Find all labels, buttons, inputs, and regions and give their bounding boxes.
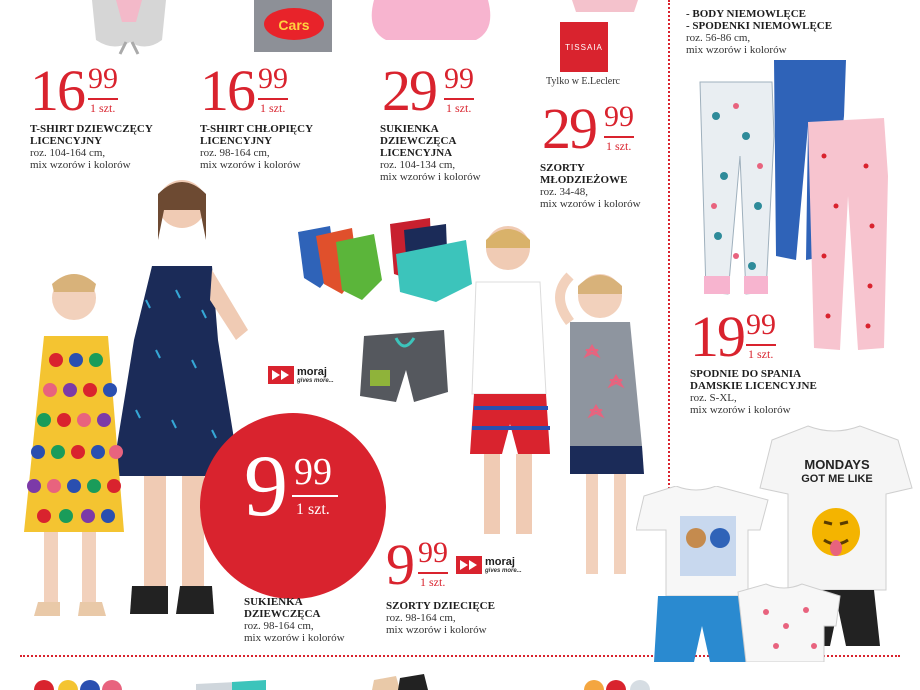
price-divider xyxy=(746,344,776,346)
product-name-youth-shorts: SZORTY MŁODZIEŻOWE xyxy=(540,162,628,186)
price-circle-girls-dress xyxy=(200,413,386,599)
moraj-tagline: gives more... xyxy=(297,377,334,384)
price-decimal: 99 xyxy=(294,451,332,493)
price-tshirt-girl xyxy=(30,58,130,123)
price-integer: 9 xyxy=(244,438,288,535)
girl-tshirt-image xyxy=(86,0,172,55)
moraj-logo-icon xyxy=(456,556,482,574)
price-licensed-dress xyxy=(382,58,482,123)
price-unit: 1 szt. xyxy=(90,101,116,115)
price-unit: 1 szt. xyxy=(420,575,446,589)
product-desc-baby: roz. 56-86 cm, mix wzorów i kolorów xyxy=(686,32,787,56)
price-unit: 1 szt. xyxy=(446,101,472,115)
price-integer: 29 xyxy=(382,58,436,123)
price-divider xyxy=(88,98,118,100)
price-integer: 19 xyxy=(690,304,744,369)
price-divider xyxy=(444,98,474,100)
moraj-logo-icon xyxy=(268,366,294,384)
price-pajama-pants xyxy=(690,304,790,369)
price-decimal: 99 xyxy=(258,62,288,95)
product-desc-girls-dress: roz. 98-164 cm, mix wzorów i kolorów xyxy=(244,620,345,644)
youth-shorts-image xyxy=(570,0,640,14)
price-unit: 1 szt. xyxy=(296,501,330,518)
product-desc-licensed-dress: roz. 104-134 cm, mix wzorów i kolorów xyxy=(380,159,481,183)
price-tshirt-boy xyxy=(200,58,300,123)
price-decimal: 99 xyxy=(444,62,474,95)
tissaia-note: Tylko w E.Leclerc xyxy=(546,76,620,87)
tshirt-print-line2: GOT ME LIKE xyxy=(801,473,873,485)
kids-pajama-image xyxy=(636,486,842,662)
grey-shorts-image xyxy=(358,330,450,404)
price-decimal: 99 xyxy=(604,100,634,133)
price-divider xyxy=(418,572,448,574)
product-name-girls-dress: SUKIENKA DZIEWCZĘCA xyxy=(244,596,321,620)
product-name-kids-shorts: SZORTY DZIECIĘCE xyxy=(386,600,495,612)
moraj-logo-shorts xyxy=(456,556,522,574)
price-integer: 16 xyxy=(200,58,254,123)
product-name-tshirt-girl: T-SHIRT DZIEWCZĘCY LICENCYJNY xyxy=(30,123,153,147)
price-integer: 16 xyxy=(30,58,84,123)
price-unit: 1 szt. xyxy=(748,347,774,361)
product-desc-tshirt-girl: roz. 104-164 cm, mix wzorów i kolorów xyxy=(30,147,131,171)
price-divider xyxy=(292,495,338,497)
price-integer: 29 xyxy=(542,96,596,161)
product-desc-kids-shorts: roz. 98-164 cm, mix wzorów i kolorów xyxy=(386,612,487,636)
kids-shorts-stack-image xyxy=(296,218,476,306)
tshirt-print-line1: MONDAYS xyxy=(804,457,870,472)
tissaia-logo: TISSAIA xyxy=(560,22,608,72)
boy-tshirt-image xyxy=(250,0,336,55)
price-decimal: 99 xyxy=(418,536,448,569)
price-integer: 9 xyxy=(386,532,413,597)
product-desc-tshirt-boy: roz. 98-164 cm, mix wzorów i kolorów xyxy=(200,147,301,171)
price-decimal: 99 xyxy=(746,308,776,341)
moraj-logo xyxy=(268,366,334,384)
girl-in-shorts-photo xyxy=(530,256,650,596)
price-divider xyxy=(258,98,288,100)
bottom-products-teaser xyxy=(20,670,720,690)
licensed-dress-image xyxy=(366,0,496,42)
product-name-baby: - BODY NIEMOWLĘCE - SPODENKI NIEMOWLĘCE xyxy=(686,8,833,32)
product-name-tshirt-boy: T-SHIRT CHŁOPIĘCY LICENCYJNY xyxy=(200,123,314,147)
product-desc-pajama-pants: roz. S-XL, mix wzorów i kolorów xyxy=(690,392,791,416)
moraj-tagline: gives more... xyxy=(485,567,522,574)
price-unit: 1 szt. xyxy=(260,101,286,115)
price-divider xyxy=(604,136,634,138)
product-desc-youth-shorts: roz. 34-48, mix wzorów i kolorów xyxy=(540,186,641,210)
price-unit: 1 szt. xyxy=(606,139,632,153)
moraj-brand: moraj xyxy=(297,365,327,378)
svg-text:Cars: Cars xyxy=(278,17,310,33)
product-name-licensed-dress: SUKIENKA DZIEWCZĘCA LICENCYJNA xyxy=(380,123,457,159)
price-youth-shorts xyxy=(542,96,642,161)
price-decimal: 99 xyxy=(88,62,118,95)
moraj-brand: moraj xyxy=(485,555,515,568)
product-name-pajama-pants: SPODNIE DO SPANIA DAMSKIE LICENCYJNE xyxy=(690,368,817,392)
